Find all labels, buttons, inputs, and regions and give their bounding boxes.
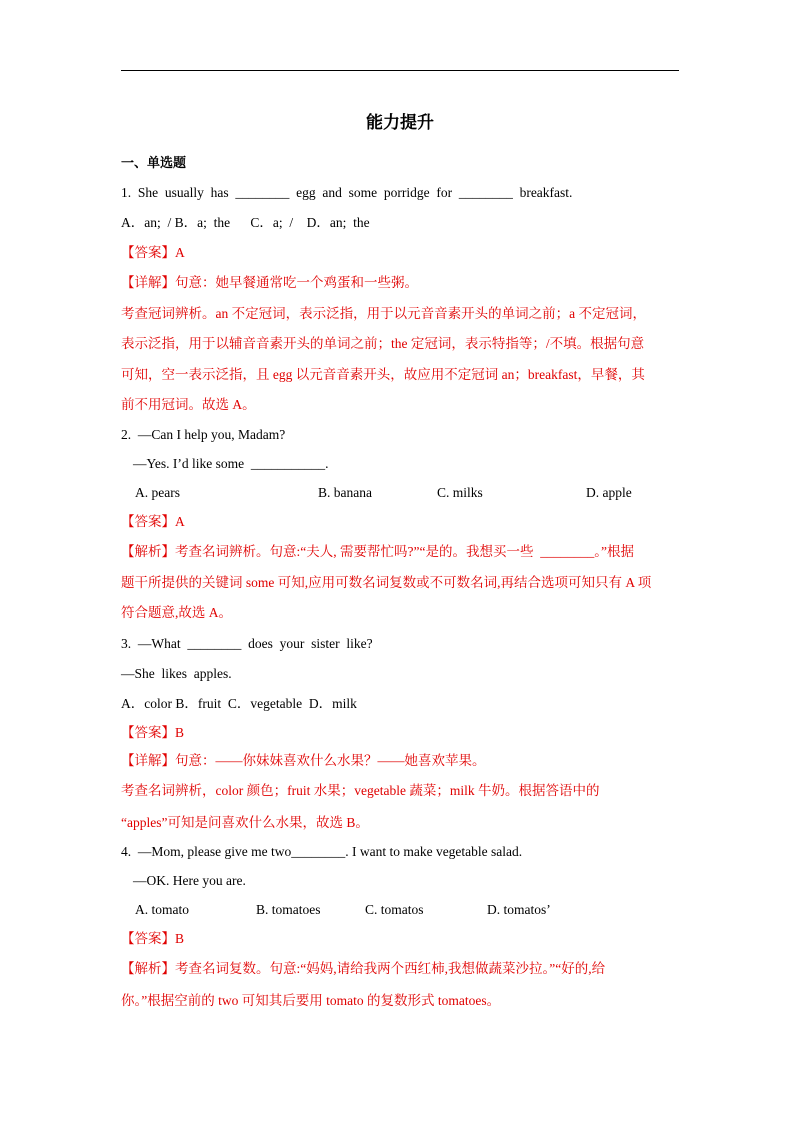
q3-options: A．color B．fruit C．vegetable D．milk [121, 696, 357, 711]
q4-option-b: B. tomatoes [256, 902, 321, 917]
q2-option-c: C. milks [437, 485, 483, 500]
q2-explanation-line: 题干所提供的关键词 some 可知,应用可数名词复数或不可数名词,再结合选项可知只有 A 项 [121, 575, 652, 590]
q1-answer: 【答案】A [121, 245, 185, 260]
q1-stem: 1. She usually has ________ egg and some porridge for ________ breakfast. [121, 185, 573, 200]
header-rule [121, 70, 679, 71]
q3-explanation-line: “apples”可知是问喜欢什么水果，故选 B。 [121, 815, 369, 830]
page-title: 能力提升 [366, 113, 434, 133]
q3-stem: 3. —What ________ does your sister like? [121, 636, 373, 651]
q1-explanation-line: 可知，空一表示泛指，且 egg 以元音音素开头，故应用不定冠词 an；breakfast，早餐，其 [121, 367, 645, 382]
q2-explanation-line: 【解析】考查名词辨析。句意:“夫人, 需要帮忙吗?”“是的。我想买一些 ________。”根据 [121, 544, 634, 559]
q3-explanation-line: 考查名词辨析，color 颜色；fruit 水果；vegetable 蔬菜；milk 牛奶。根据答语中的 [121, 783, 600, 798]
q4-explanation-line: 【解析】考查名词复数。句意:“妈妈,请给我两个西红柿,我想做蔬菜沙拉。”“好的,给 [121, 961, 606, 976]
q2-option-a: A. pears [135, 485, 180, 500]
q4-reply: —OK. Here you are. [133, 873, 246, 888]
q1-explanation-line: 前不用冠词。故选 A。 [121, 397, 256, 412]
q4-explanation-line: 你。”根据空前的 two 可知其后要用 tomato 的复数形式 tomatoes。 [121, 993, 501, 1008]
q3-detail: 【详解】句意：——你妹妹喜欢什么水果？——她喜欢苹果。 [121, 753, 486, 768]
q4-option-a: A. tomato [135, 902, 189, 917]
q3-answer: 【答案】B [121, 725, 185, 740]
q4-stem: 4. —Mom, please give me two________. I want to make vegetable salad. [121, 844, 523, 859]
q4-option-c: C. tomatos [365, 902, 424, 917]
q4-answer: 【答案】B [121, 931, 185, 946]
q2-option-d: D. apple [586, 485, 632, 500]
q2-option-b: B. banana [318, 485, 372, 500]
q3-reply: —She likes apples. [121, 666, 232, 681]
q1-options: A．an; / B．a; the C．a; / D．an; the [121, 215, 370, 230]
q2-stem: 2. —Can I help you, Madam? [121, 427, 286, 442]
q1-detail: 【详解】句意：她早餐通常吃一个鸡蛋和一些粥。 [121, 275, 418, 290]
q2-reply: —Yes. I’d like some ___________. [133, 456, 329, 471]
q2-answer: 【答案】A [121, 514, 185, 529]
q2-explanation-line: 符合题意,故选 A。 [121, 605, 232, 620]
section-heading: 一、单选题 [121, 156, 187, 171]
q1-explanation-line: 表示泛指，用于以辅音音素开头的单词之前；the 定冠词，表示特指等；/不填。根据句意 [121, 336, 645, 351]
q1-explanation-line: 考查冠词辨析。an 不定冠词，表示泛指，用于以元音音素开头的单词之前；a 不定冠词， [121, 306, 646, 321]
q4-option-d: D. tomatos’ [487, 902, 551, 917]
